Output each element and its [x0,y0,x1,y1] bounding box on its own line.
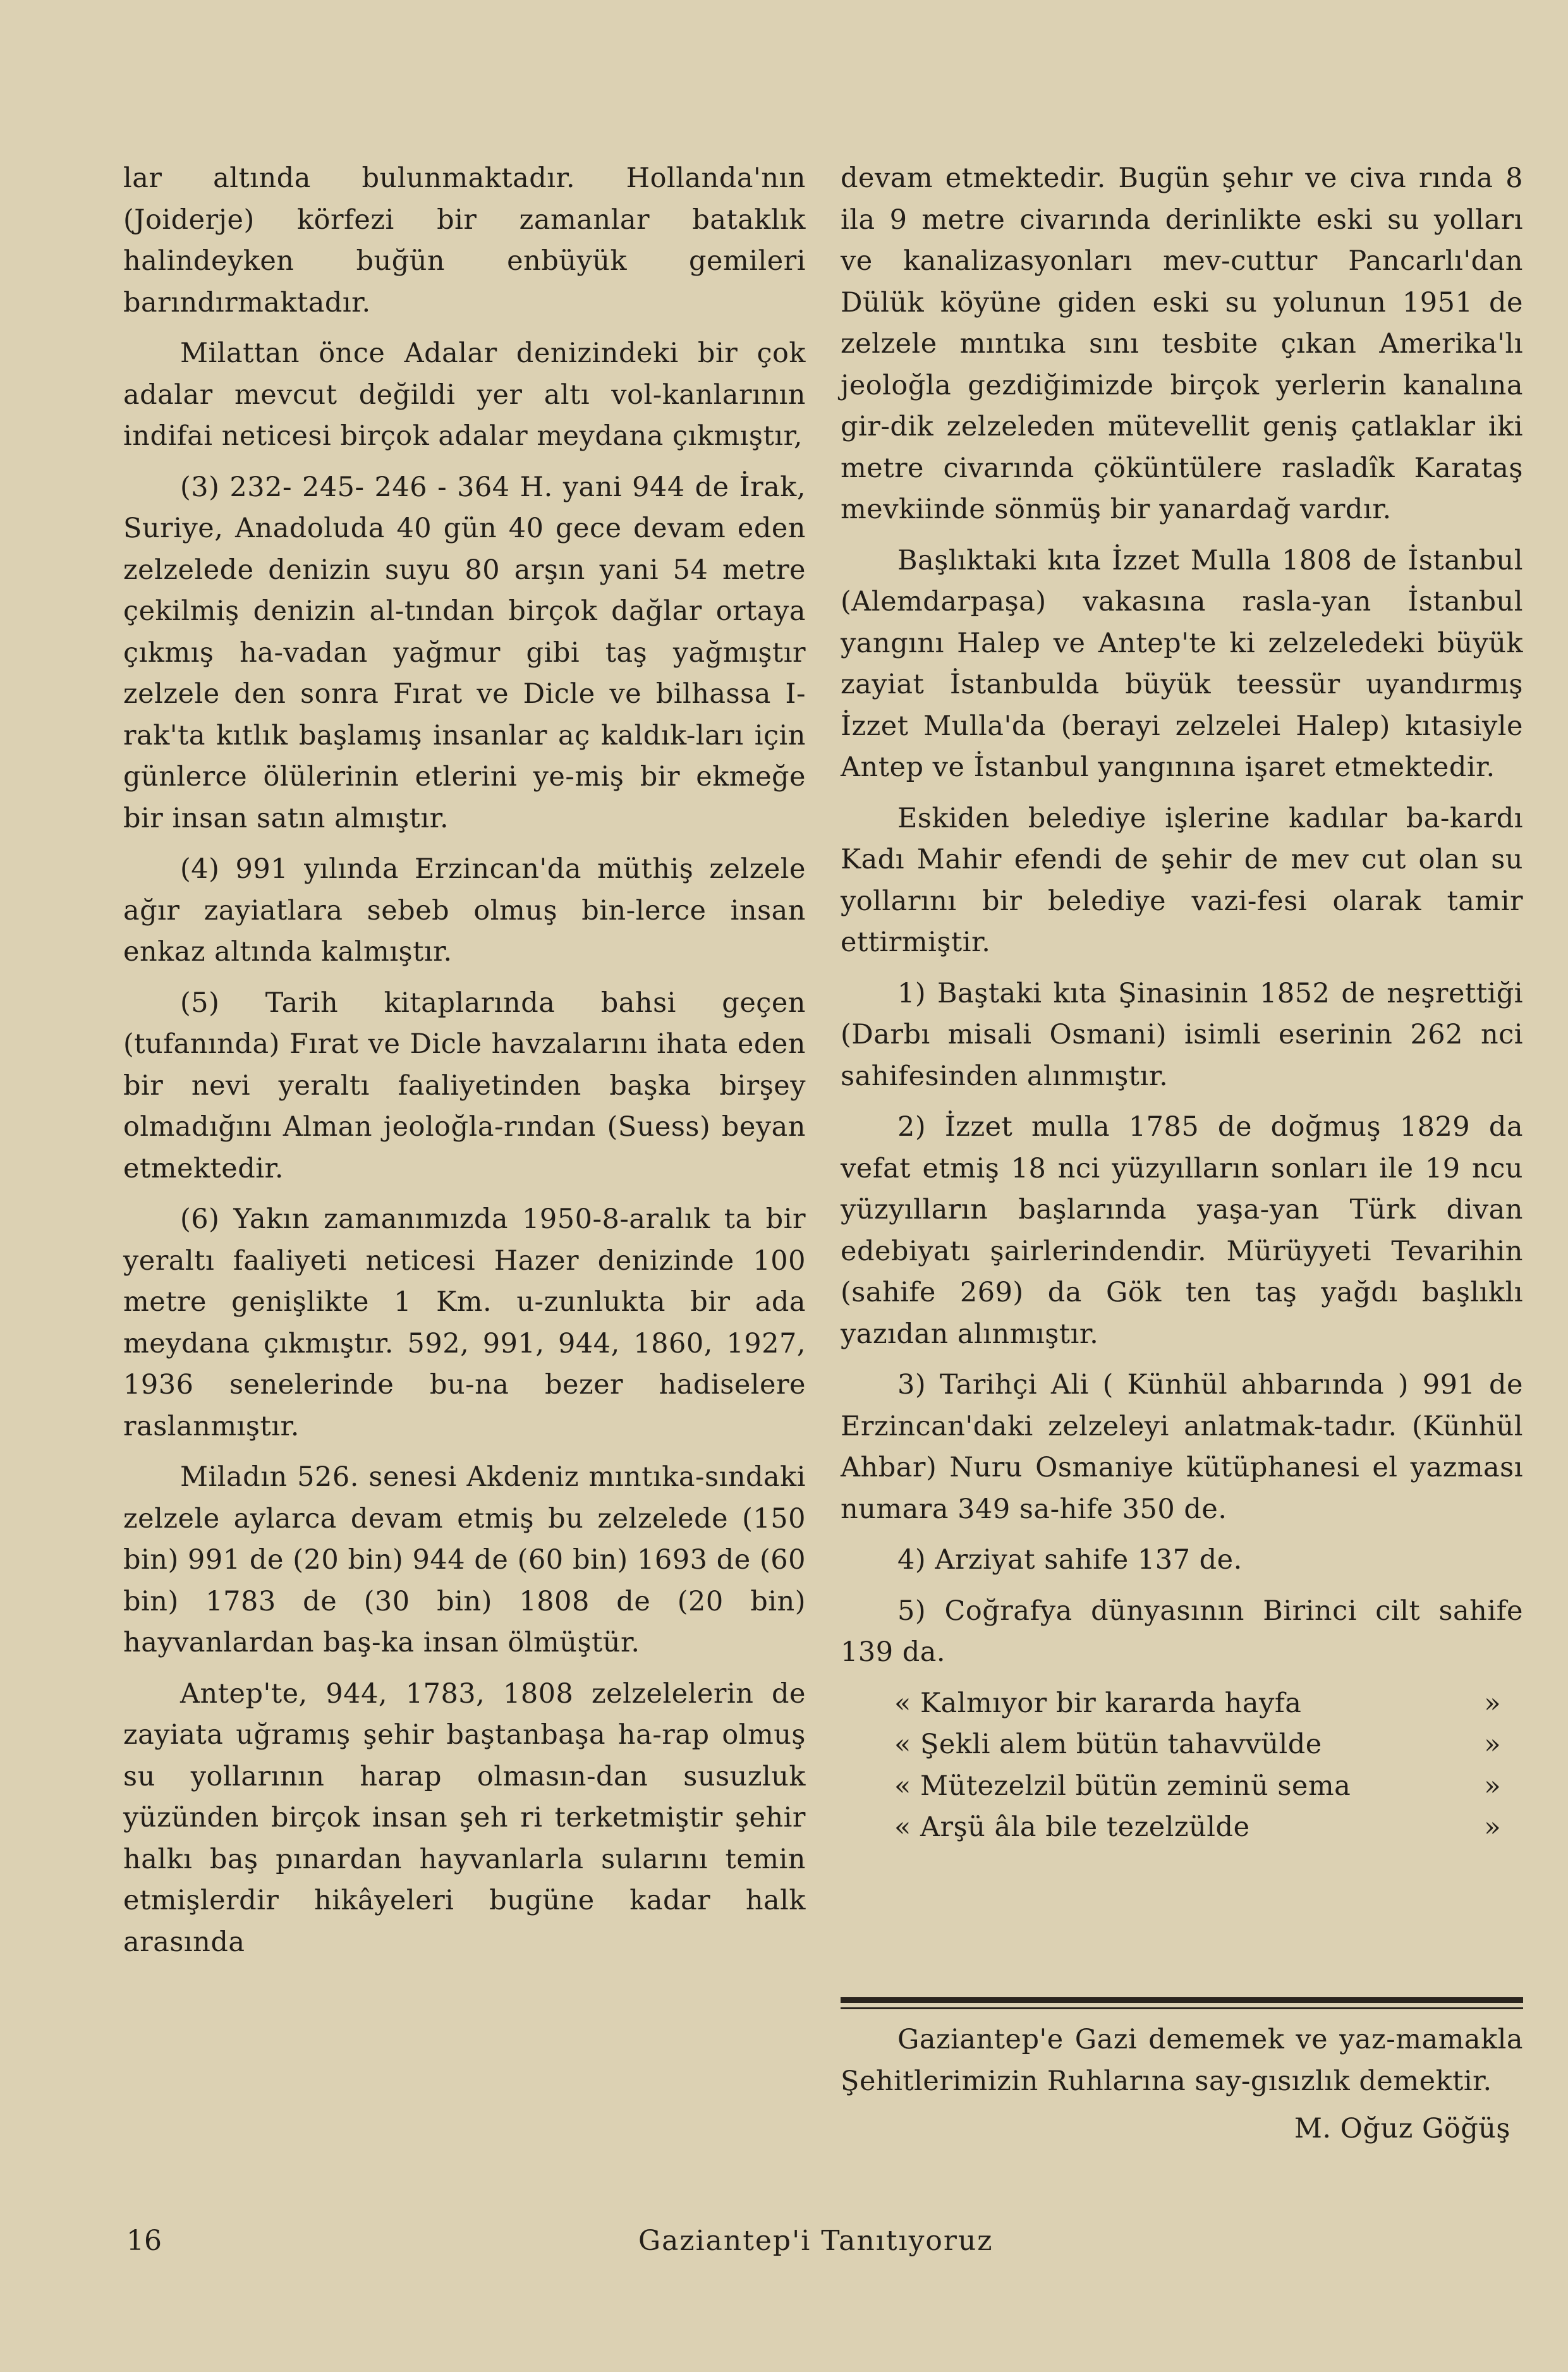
poem-line-text: « Arşü âla bile tezelzülde [894,1811,1250,1843]
right-column [841,158,1523,1849]
paragraph: lar altında bulunmaktadır. Hollanda'nın (Joiderje) körfezi bir zamanlar bataklık halindeyken buğün enbüyük gemileri barındırmaktadır. [123,162,806,319]
poem-line-text: « Şekli alem bütün tahavvülde [894,1729,1322,1760]
paragraph: Antep'te, 944, 1783, 1808 zelzelelerin de zayiata uğramış şehir baştanbaşa ha-rap olmuş su yollarının harap olmasın-dan susuzluk yüzünden birçok insan şeh ri terketmiştir şehir halkı baş pınardan hayvanlarla sularını temin etmişlerdir hikâyeleri bugüne kadar halk arasında [123,1677,806,1958]
divider-rule [841,2007,1523,2009]
paragraph: Başlıktaki kıta İzzet Mulla 1808 de İstanbul (Alemdarpaşa) vakasına rasla-yan İstanbul yangını Halep ve Antep'te ki zelzeledeki büyük zayiat İstanbulda büyük teessür uyandırmış İzzet Mulla'da (berayi zelzelei Halep) kıtasiyle Antep ve İstanbul yangınına işaret etmektedir. [841,544,1523,783]
poem-line-text: « Kalmıyor bir kararda hayfa [894,1687,1302,1719]
poem-line-close: » [1484,1687,1501,1719]
paragraph: Eskiden belediye işlerine kadılar ba-kardı Kadı Mahir efendi de şehir de mev cut olan su yollarını bir belediye vazi-fesi olarak tamir ettirmiştir. [841,802,1523,958]
paragraph: Miladın 526. senesi Akdeniz mıntıka-sındaki zelzele aylarca devam etmiş bu zelzelede (150 bin) 991 de (20 bin) 944 de (60 bin) 1693 de (60 bin) 1783 de (30 bin) 1808 de (20 bin) hayvanlardan baş-ka insan ölmüştür. [123,1461,806,1658]
paragraph: devam etmektedir. Bugün şehır ve civa rında 8 ila 9 metre civarında derinlikte eski su yolları ve kanalizasyonları mev-cuttur Pancarlı'dan Dülük köyüne giden eski su yolunun 1951 de zelzele mıntıka sını tesbite çıkan Amerika'lı jeoloğla gezdiğimizde birçok yerlerin kanalına gir-dik zelzeleden mütevellit geniş çatlaklar iki metre civarında çöküntülere rasladîk Karataş mevkiinde sönmüş bir yanardağ vardır. [841,162,1523,525]
poem-line-close: » [1484,1811,1501,1843]
author-signature: M. Oğuz Göğüş [1294,2113,1510,2144]
footnote-6: (6) Yakın zamanımızda 1950-8-aralık ta bir yeraltı faaliyeti neticesi Hazer denizinde 100 metre genişlikte 1 Km. u-zunlukta bir ada meydana çıkmıştır. 592, 991, 944, 1860, 1927, 1936 senelerinde bu-na bezer hadiselere raslanmıştır. [123,1203,806,1442]
divider-rule [841,1997,1523,2003]
poem-line [894,1724,1501,1766]
page-number: 16 [126,2225,162,2257]
note-5: 5) Coğrafya dünyasının Birinci cilt sahife 139 da. [841,1595,1523,1668]
poem-line [894,1807,1501,1849]
poem-line-text: « Mütezelzil bütün zeminü sema [894,1770,1351,1802]
note-3: 3) Tarihçi Ali ( Künhül ahbarında ) 991 de Erzincan'daki zelzeleyi anlatmak-tadır. (Künhül Ahbar) Nuru Osmaniye kütüphanesi el yazması numara 349 sa-hife 350 de. [841,1369,1523,1525]
note-1: 1) Baştaki kıta Şinasinin 1852 de neşrettiği (Darbı misali Osmani) isimli eserinin 262 nci sahifesinden alınmıştır. [841,977,1523,1092]
footnote-3: (3) 232- 245- 246 - 364 H. yani 944 de İrak, Suriye, Anadoluda 40 gün 40 gece devam eden zelzelede denizin suyu 80 arşın yani 54 metre çekilmiş denizin al-tından birçok dağlar ortaya çıkmış ha-vadan yağmur gibi taş yağmıştır zelzele den sonra Fırat ve Dicle ve bilhassa I-rak'ta kıtlık başlamış insanlar aç kaldık-ları için günlerce ölülerinin etlerini ye-miş bir ekmeğe bir insan satın almıştır. [123,471,806,834]
left-column [123,158,806,1973]
poem-line [894,1766,1501,1808]
footnote-5: (5) Tarih kitaplarında bahsi geçen (tufanında) Fırat ve Dicle havzalarını ihata eden bir nevi yeraltı faaliyetinden başka birşey olmadığını Alman jeoloğla-rından (Suess) beyan etmektedir. [123,987,806,1184]
poem [841,1683,1523,1849]
closing-block [841,2019,1523,2150]
poem-line-close: » [1484,1770,1501,1802]
paragraph: Milattan önce Adalar denizindeki bir çok adalar mevcut değildi yer altı vol-kanlarının indifai neticesi birçok adalar meydana çıkmıştır, [123,338,806,452]
poem-line-close: » [1484,1729,1501,1760]
closing-statement: Gaziantep'e Gazi dememek ve yaz-mamakla Şehitlerimizin Ruhlarına say-gısızlık demektir. [841,2024,1523,2097]
note-4: 4) Arziyat sahife 137 de. [897,1544,1243,1576]
poem-line [894,1683,1501,1725]
note-2: 2) İzzet mulla 1785 de doğmuş 1829 da vefat etmiş 18 nci yüzyılların sonları ile 19 ncu yüzyılların başlarında yaşa-yan Türk divan edebiyatı şairlerindendir. Mürüyyeti Tevarihin (sahife 269) da Gök ten taş yağdı başlıklı yazıdan alınmıştır. [841,1111,1523,1350]
running-title: Gaziantep'i Tanıtıyoruz [638,2225,994,2257]
footnote-4: (4) 991 yılında Erzincan'da müthiş zelzele ağır zayiatlara sebeb olmuş bin-lerce insan enkaz altında kalmıştır. [123,853,806,968]
